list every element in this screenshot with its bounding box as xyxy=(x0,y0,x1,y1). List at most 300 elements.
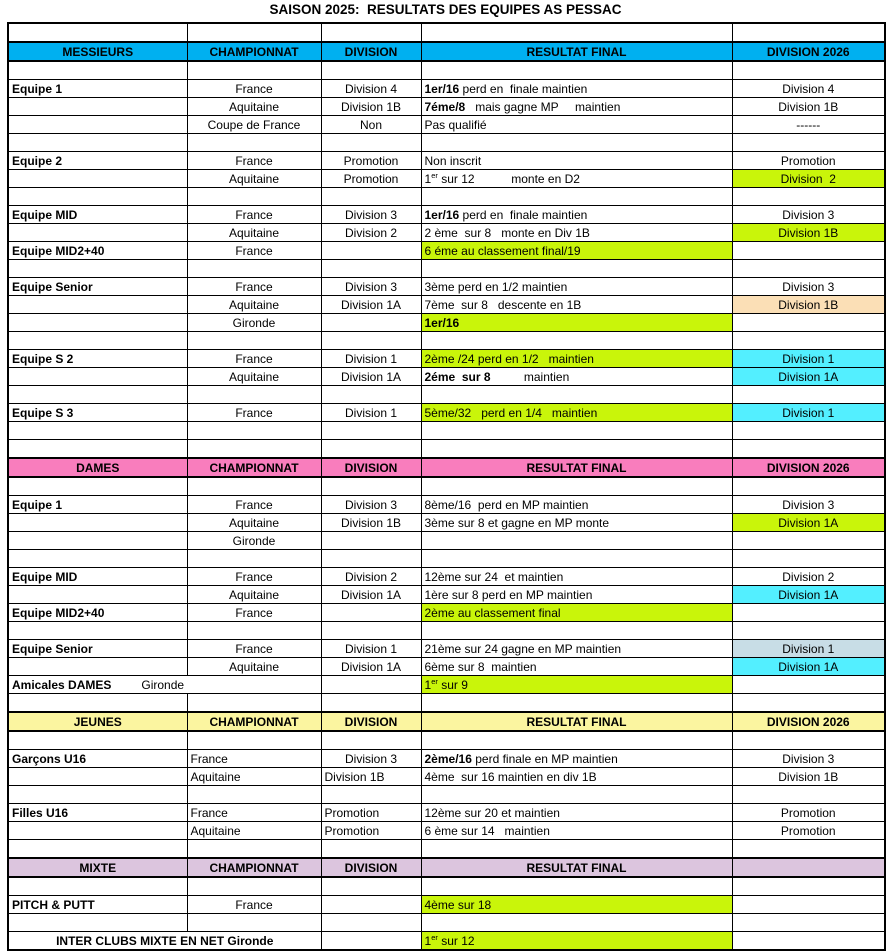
section-header-cell: CHAMPIONNAT xyxy=(187,42,321,61)
table-cell xyxy=(187,586,321,604)
cell-text: Aquitaine xyxy=(228,225,280,240)
cell-text: Division 1A xyxy=(340,659,402,674)
table-cell xyxy=(8,640,187,658)
empty-cell xyxy=(187,550,321,568)
table-cell xyxy=(8,658,187,676)
empty-cell xyxy=(8,694,187,713)
section-header-cell: DIVISION xyxy=(321,712,421,731)
table-cell xyxy=(321,932,421,951)
empty-cell xyxy=(321,840,421,859)
cell-text: 1er/16 xyxy=(424,81,463,96)
cell-text: Division 3 xyxy=(782,207,835,222)
table-cell xyxy=(8,750,187,768)
table-cell xyxy=(187,116,321,134)
cell-text: Equipe Senior xyxy=(12,279,93,294)
empty-cell xyxy=(8,840,187,859)
cell-text: Aquitaine xyxy=(228,99,280,114)
table-cell xyxy=(421,514,732,532)
empty-cell xyxy=(187,188,321,206)
table-row xyxy=(8,750,885,768)
table-row xyxy=(8,80,885,98)
table-cell xyxy=(321,368,421,386)
table-cell xyxy=(8,116,187,134)
table-cell xyxy=(8,932,321,951)
cell-text: Division 1 xyxy=(782,351,835,366)
cell-text: Gironde xyxy=(111,677,185,692)
cell-text: Equipe 1 xyxy=(12,497,63,512)
empty-cell xyxy=(321,23,421,42)
table-cell xyxy=(421,152,732,170)
empty-cell xyxy=(321,622,421,640)
table-cell xyxy=(187,658,321,676)
empty-cell xyxy=(732,840,885,859)
section-header-cell: JEUNES xyxy=(8,712,187,731)
table-cell xyxy=(321,296,421,314)
empty-cell xyxy=(187,786,321,804)
table-cell xyxy=(421,932,732,951)
cell-text: 7éme/8 xyxy=(424,99,466,114)
table-cell xyxy=(321,568,421,586)
empty-cell xyxy=(321,550,421,568)
empty-cell xyxy=(321,694,421,713)
table-cell xyxy=(421,676,732,694)
table-row xyxy=(8,314,885,332)
table-cell xyxy=(187,640,321,658)
cell-text: Equipe S 2 xyxy=(12,351,74,366)
table-cell xyxy=(421,750,732,768)
cell-text: Division 1A xyxy=(340,369,402,384)
spacer-row xyxy=(8,694,885,713)
empty-cell xyxy=(8,386,187,404)
table-cell xyxy=(321,170,421,188)
table-cell xyxy=(421,350,732,368)
cell-text: 8ème/16 perd en MP maintien xyxy=(424,497,589,512)
table-cell xyxy=(421,496,732,514)
cell-text: Filles U16 xyxy=(12,805,69,820)
cell-text: perd finale en MP maintien xyxy=(475,751,618,766)
cell-text: 1 xyxy=(424,677,432,692)
table-row xyxy=(8,804,885,822)
table-cell xyxy=(732,932,885,951)
table-row xyxy=(8,224,885,242)
superscript-text: er xyxy=(431,676,438,686)
table-cell xyxy=(8,170,187,188)
cell-text: Division 3 xyxy=(344,751,398,766)
empty-cell xyxy=(732,440,885,459)
cell-text: perd en finale maintien xyxy=(462,207,588,222)
cell-text: 1ère sur 8 perd en MP maintien xyxy=(424,587,593,602)
cell-text: Aquitaine xyxy=(190,769,241,784)
table-row xyxy=(8,278,885,296)
table-cell xyxy=(321,804,421,822)
table-row xyxy=(8,152,885,170)
table-cell xyxy=(8,80,187,98)
empty-cell xyxy=(732,260,885,278)
table-row xyxy=(8,640,885,658)
table-row xyxy=(8,822,885,840)
empty-cell xyxy=(732,188,885,206)
empty-cell xyxy=(732,731,885,750)
results-table-body xyxy=(8,23,885,950)
section-header-row xyxy=(8,458,885,477)
table-row xyxy=(8,98,885,116)
empty-cell xyxy=(732,422,885,440)
table-cell xyxy=(187,242,321,260)
cell-text: Promotion xyxy=(324,823,380,838)
empty-cell xyxy=(321,914,421,932)
spacer-row xyxy=(8,260,885,278)
table-cell xyxy=(421,768,732,786)
cell-text: Aquitaine xyxy=(228,171,280,186)
cell-text: Promotion xyxy=(324,805,380,820)
table-row xyxy=(8,368,885,386)
cell-text: Division 2 xyxy=(344,225,398,240)
table-cell xyxy=(321,98,421,116)
empty-cell xyxy=(321,61,421,80)
cell-text: Non inscrit xyxy=(424,153,482,168)
cell-text: 4ème sur 16 maintien en div 1B xyxy=(424,769,597,784)
superscript-text: er xyxy=(431,932,438,942)
cell-text: 6 ème sur 14 maintien xyxy=(424,823,550,838)
table-cell xyxy=(187,514,321,532)
empty-cell xyxy=(187,877,321,896)
cell-text: France xyxy=(235,81,273,96)
table-cell xyxy=(187,496,321,514)
empty-cell xyxy=(8,914,187,932)
table-cell xyxy=(421,170,732,188)
empty-cell xyxy=(732,622,885,640)
cell-text: France xyxy=(235,605,273,620)
cell-text: Equipe 2 xyxy=(12,153,63,168)
cell-text: Division 1B xyxy=(778,225,839,240)
table-cell xyxy=(732,658,885,676)
cell-text: ------ xyxy=(796,117,821,132)
cell-text: 1 xyxy=(424,933,432,948)
spacer-row xyxy=(8,23,885,42)
cell-text: Aquitaine xyxy=(190,823,241,838)
table-cell xyxy=(321,152,421,170)
cell-text: France xyxy=(235,153,273,168)
cell-text: Aquitaine xyxy=(228,659,280,674)
cell-text: Promotion xyxy=(780,805,836,820)
cell-text: Equipe MID2+40 xyxy=(12,605,105,620)
empty-cell xyxy=(421,260,732,278)
empty-cell xyxy=(187,386,321,404)
section-header-cell: DIVISION 2026 xyxy=(732,712,885,731)
cell-text: Aquitaine xyxy=(228,587,280,602)
table-cell xyxy=(732,586,885,604)
section-header-cell: DIVISION 2026 xyxy=(732,458,885,477)
cell-text: France xyxy=(235,569,273,584)
empty-cell xyxy=(187,134,321,152)
cell-text: Promotion xyxy=(780,823,836,838)
cell-text: 1er/16 xyxy=(424,315,460,330)
cell-text: France xyxy=(235,243,273,258)
table-cell xyxy=(732,98,885,116)
table-cell xyxy=(421,822,732,840)
table-cell xyxy=(8,314,187,332)
cell-text: Division 1B xyxy=(778,99,839,114)
table-cell xyxy=(8,350,187,368)
table-cell xyxy=(732,676,885,694)
cell-text: maintien xyxy=(490,369,570,384)
cell-text: France xyxy=(235,405,273,420)
spacer-row xyxy=(8,786,885,804)
spacer-row xyxy=(8,914,885,932)
empty-cell xyxy=(187,422,321,440)
cell-text: 21ème sur 24 gagne en MP maintien xyxy=(424,641,622,656)
table-cell xyxy=(8,804,187,822)
spacer-row xyxy=(8,188,885,206)
empty-cell xyxy=(421,731,732,750)
cell-text: 2ème au classement final xyxy=(424,605,561,620)
cell-text: 2éme sur 8 xyxy=(424,369,491,384)
cell-text: 2ème/16 xyxy=(424,751,476,766)
cell-text: Division 3 xyxy=(782,751,835,766)
cell-text: 4ème sur 18 xyxy=(424,897,492,912)
empty-cell xyxy=(187,477,321,496)
cell-text: sur 12 monte en D2 xyxy=(437,171,580,186)
empty-cell xyxy=(187,260,321,278)
table-cell xyxy=(8,224,187,242)
table-cell xyxy=(8,296,187,314)
table-cell xyxy=(187,822,321,840)
table-row xyxy=(8,206,885,224)
empty-cell xyxy=(421,134,732,152)
table-cell xyxy=(732,568,885,586)
table-cell xyxy=(8,152,187,170)
empty-cell xyxy=(732,477,885,496)
table-cell xyxy=(8,514,187,532)
cell-text: Equipe MID xyxy=(12,207,78,222)
cell-text: 7ème sur 8 descente en 1B xyxy=(424,297,582,312)
cell-text: 3ème sur 8 et gagne en MP monte xyxy=(424,515,610,530)
table-cell xyxy=(321,640,421,658)
cell-text: INTER CLUBS MIXTE EN NET Gironde xyxy=(56,933,274,948)
table-row xyxy=(8,296,885,314)
table-cell xyxy=(8,404,187,422)
cell-text: Division 1A xyxy=(340,587,402,602)
cell-text: Division 2 xyxy=(782,569,835,584)
cell-text: 3ème perd en 1/2 maintien xyxy=(424,279,568,294)
table-cell xyxy=(8,278,187,296)
empty-cell xyxy=(421,440,732,459)
section-header-cell: DIVISION 2026 xyxy=(732,42,885,61)
table-cell xyxy=(732,640,885,658)
table-cell xyxy=(187,532,321,550)
section-header-cell: DIVISION xyxy=(321,858,421,877)
cell-text: PITCH & PUTT xyxy=(12,897,95,912)
table-cell xyxy=(8,568,187,586)
table-cell xyxy=(421,278,732,296)
spacer-row xyxy=(8,731,885,750)
cell-text: Division 1A xyxy=(778,587,839,602)
results-table xyxy=(7,22,886,951)
cell-text: France xyxy=(190,805,228,820)
spacer-row xyxy=(8,332,885,350)
table-cell xyxy=(732,278,885,296)
table-cell xyxy=(8,768,187,786)
cell-text: Division 2 xyxy=(780,171,836,186)
empty-cell xyxy=(187,622,321,640)
empty-cell xyxy=(421,694,732,713)
table-row xyxy=(8,514,885,532)
cell-text: 2 ème sur 8 monte en Div 1B xyxy=(424,225,590,240)
section-header-cell: RESULTAT FINAL xyxy=(421,458,732,477)
empty-cell xyxy=(421,477,732,496)
table-row xyxy=(8,768,885,786)
empty-cell xyxy=(732,914,885,932)
empty-cell xyxy=(8,622,187,640)
table-cell xyxy=(732,116,885,134)
empty-cell xyxy=(732,877,885,896)
table-row xyxy=(8,658,885,676)
table-cell xyxy=(421,640,732,658)
table-cell xyxy=(321,278,421,296)
cell-text: 12ème sur 20 et maintien xyxy=(424,805,560,820)
table-cell xyxy=(8,676,321,694)
table-cell xyxy=(421,80,732,98)
table-cell xyxy=(321,750,421,768)
cell-text: Division 1B xyxy=(778,297,839,312)
table-row xyxy=(8,170,885,188)
cell-text: Equipe MID2+40 xyxy=(12,243,105,258)
table-cell xyxy=(187,314,321,332)
table-cell xyxy=(732,152,885,170)
table-row xyxy=(8,496,885,514)
table-cell xyxy=(321,242,421,260)
table-row xyxy=(8,586,885,604)
cell-text: 1er/16 xyxy=(424,207,463,222)
table-cell xyxy=(187,296,321,314)
section-header-cell: MESSIEURS xyxy=(8,42,187,61)
empty-cell xyxy=(321,134,421,152)
empty-cell xyxy=(187,23,321,42)
section-header-cell: DIVISION xyxy=(321,42,421,61)
cell-text: Aquitaine xyxy=(228,515,280,530)
empty-cell xyxy=(187,61,321,80)
cell-text: 2ème /24 perd en 1/2 maintien xyxy=(424,351,594,366)
cell-text: Division 1A xyxy=(778,659,839,674)
empty-cell xyxy=(321,786,421,804)
cell-text: France xyxy=(235,279,273,294)
table-cell xyxy=(8,242,187,260)
table-cell xyxy=(421,296,732,314)
table-cell xyxy=(8,532,187,550)
table-cell xyxy=(732,242,885,260)
empty-cell xyxy=(8,550,187,568)
table-cell xyxy=(732,822,885,840)
table-cell xyxy=(187,152,321,170)
table-row xyxy=(8,604,885,622)
cell-text: Division 3 xyxy=(344,497,398,512)
table-cell xyxy=(187,750,321,768)
spacer-row xyxy=(8,440,885,459)
table-cell xyxy=(321,676,421,694)
empty-cell xyxy=(8,134,187,152)
section-header-cell: CHAMPIONNAT xyxy=(187,458,321,477)
cell-text: Division 1A xyxy=(340,297,402,312)
cell-text: Equipe Senior xyxy=(12,641,93,656)
section-header-row xyxy=(8,42,885,61)
table-cell xyxy=(187,80,321,98)
spacer-row xyxy=(8,840,885,859)
cell-text: Division 4 xyxy=(782,81,835,96)
empty-cell xyxy=(321,386,421,404)
empty-cell xyxy=(8,731,187,750)
table-cell xyxy=(321,80,421,98)
cell-text: 5ème/32 perd en 1/4 maintien xyxy=(424,405,598,420)
empty-cell xyxy=(732,786,885,804)
cell-text: 12ème sur 24 et maintien xyxy=(424,569,564,584)
cell-text: Promotion xyxy=(780,153,836,168)
empty-cell xyxy=(732,386,885,404)
table-cell xyxy=(321,514,421,532)
cell-text: Coupe de France xyxy=(207,117,301,132)
spacer-row xyxy=(8,61,885,80)
table-cell xyxy=(8,586,187,604)
cell-text: sur 9 xyxy=(437,677,468,692)
table-cell xyxy=(187,278,321,296)
table-cell xyxy=(732,604,885,622)
table-cell xyxy=(187,350,321,368)
section-header-cell: CHAMPIONNAT xyxy=(187,712,321,731)
table-cell xyxy=(321,586,421,604)
table-cell xyxy=(187,368,321,386)
cell-text: Division 3 xyxy=(782,279,835,294)
empty-cell xyxy=(8,188,187,206)
table-cell xyxy=(421,98,732,116)
cell-text: Division 2 xyxy=(344,569,398,584)
cell-text: Division 1B xyxy=(778,769,839,784)
cell-text: 6 éme au classement final/19 xyxy=(424,243,581,258)
empty-cell xyxy=(321,440,421,459)
table-cell xyxy=(8,206,187,224)
table-cell xyxy=(732,206,885,224)
table-cell xyxy=(187,604,321,622)
empty-cell xyxy=(187,731,321,750)
cell-text: France xyxy=(235,497,273,512)
cell-text: France xyxy=(235,207,273,222)
table-cell xyxy=(421,604,732,622)
cell-text: France xyxy=(235,351,273,366)
table-cell xyxy=(8,368,187,386)
empty-cell xyxy=(421,550,732,568)
table-cell xyxy=(421,242,732,260)
table-row xyxy=(8,242,885,260)
table-cell xyxy=(732,314,885,332)
cell-text: 1 xyxy=(424,171,432,186)
cell-text: France xyxy=(235,897,273,912)
table-cell xyxy=(321,116,421,134)
table-row xyxy=(8,896,885,914)
table-cell xyxy=(421,404,732,422)
spacer-row xyxy=(8,422,885,440)
table-cell xyxy=(321,496,421,514)
table-cell xyxy=(321,768,421,786)
empty-cell xyxy=(421,877,732,896)
empty-cell xyxy=(421,622,732,640)
table-cell xyxy=(732,750,885,768)
table-cell xyxy=(732,224,885,242)
empty-cell xyxy=(8,422,187,440)
empty-cell xyxy=(8,23,187,42)
table-cell xyxy=(732,350,885,368)
spacer-row xyxy=(8,477,885,496)
cell-text: France xyxy=(235,641,273,656)
table-cell xyxy=(8,896,187,914)
table-cell xyxy=(321,604,421,622)
